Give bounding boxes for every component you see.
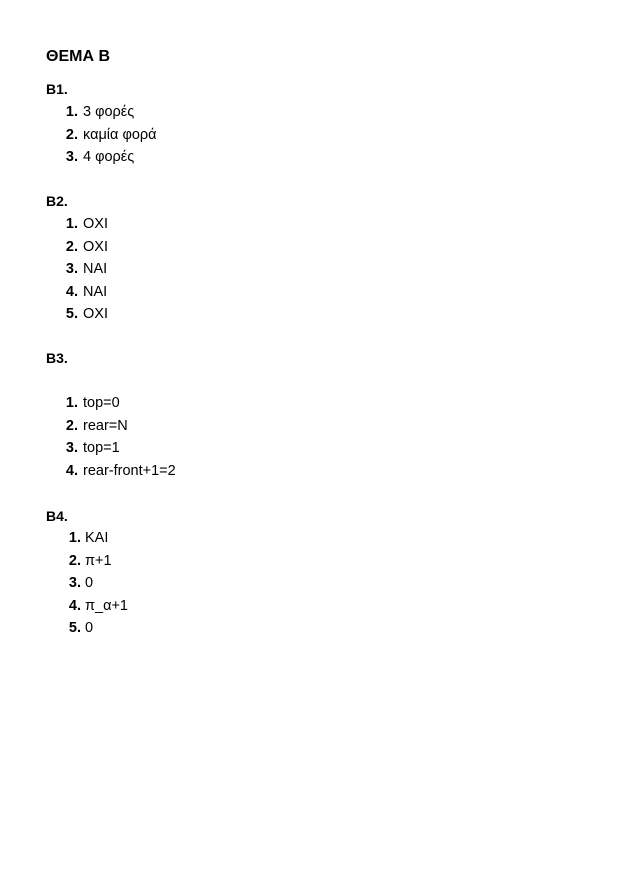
- item-number: 2.: [65, 238, 78, 255]
- item-text: rear=N: [83, 417, 128, 434]
- item-number: 5.: [65, 306, 78, 322]
- item-text: 0: [85, 575, 94, 591]
- item-number: 3.: [65, 261, 78, 277]
- page-title: ΘΕΜΑ Β: [46, 48, 110, 65]
- item-text: π_α+1: [85, 597, 128, 614]
- item-text: π+1: [85, 552, 112, 569]
- item-text: ΚΑΙ: [85, 530, 109, 546]
- item-text: ΟΧΙ: [83, 216, 108, 232]
- item-number: 4.: [65, 462, 78, 479]
- item-number: 1.: [65, 104, 78, 120]
- item-number: 3.: [65, 440, 78, 456]
- item-number: 3.: [68, 575, 81, 591]
- item-number: 4.: [68, 597, 81, 614]
- item-number: 2.: [68, 552, 81, 569]
- section-heading: Β3.: [46, 350, 68, 366]
- item-text: ΝΑΙ: [83, 261, 108, 277]
- item-text: top=1: [83, 440, 120, 456]
- item-text: ΟΧΙ: [83, 306, 108, 322]
- item-number: 1.: [68, 530, 81, 546]
- item-number: 4.: [65, 283, 78, 300]
- item-number: 3.: [65, 149, 78, 165]
- item-text: καμία φορά: [83, 126, 157, 143]
- item-number: 1.: [65, 216, 78, 232]
- item-number: 5.: [68, 620, 81, 636]
- item-text: ΟΧΙ: [83, 238, 108, 255]
- section-heading: Β4.: [46, 508, 68, 524]
- item-number: 1.: [65, 395, 78, 411]
- section-heading: Β2.: [46, 193, 68, 209]
- item-text: ΝΑΙ: [83, 283, 108, 300]
- section-heading: Β1.: [46, 81, 68, 97]
- item-text: top=0: [83, 395, 120, 411]
- item-text: rear-front+1=2: [83, 462, 176, 479]
- item-text: 3 φορές: [83, 104, 135, 120]
- item-text: 0: [85, 620, 94, 636]
- item-number: 2.: [65, 126, 78, 143]
- item-text: 4 φορές: [83, 149, 135, 165]
- item-number: 2.: [65, 417, 78, 434]
